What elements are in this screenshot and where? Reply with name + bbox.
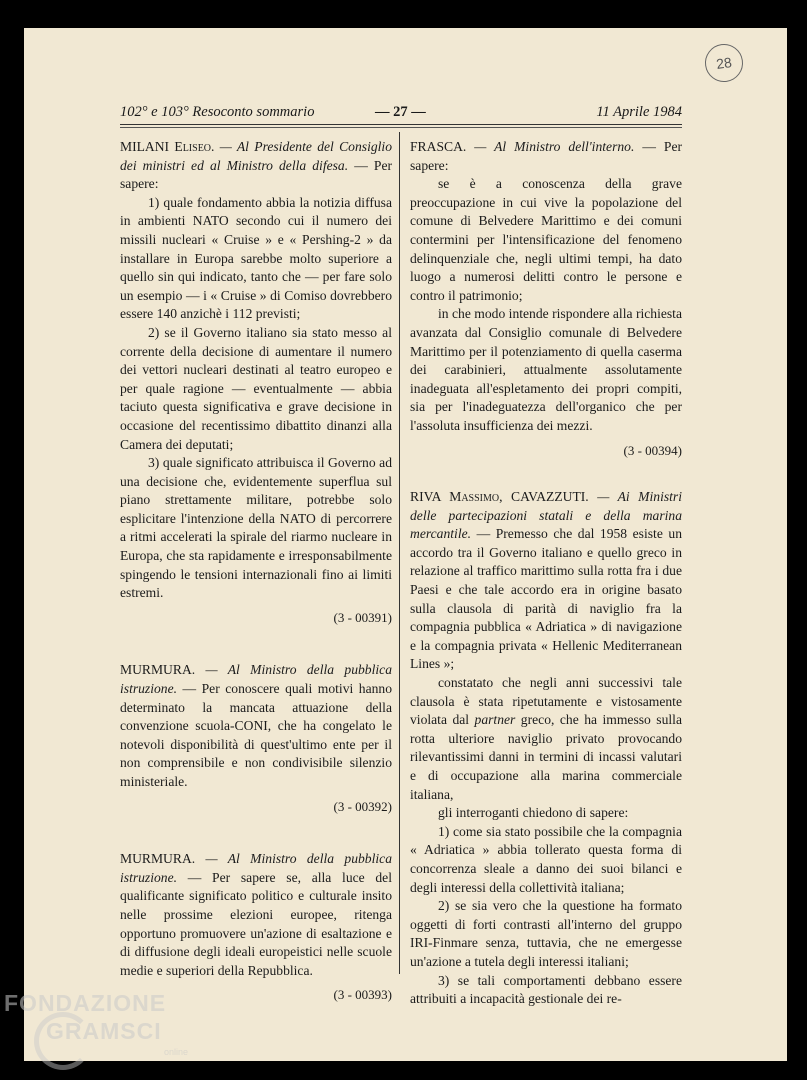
right-column bbox=[410, 138, 682, 1009]
question-heading bbox=[410, 138, 682, 175]
question-addressee: — Al Ministro della pubblica istruzione. bbox=[120, 662, 392, 697]
question-text: — Premesso che dal 1958 esiste un accordo tra il Governo italiano e quello greco in relazione al traffico marittimo sulla rotta fra i due Paesi e che tale accordo era in origine basato sulla clausola di parità di naviglio fra la compagnia pubblica « Adriatica » di navigazione e la compagnia privata « Hellenic Mediterranean Lines »; bbox=[410, 526, 682, 672]
question-00394 bbox=[410, 138, 682, 460]
page-stamp: 28 bbox=[703, 42, 746, 85]
question-addressee: — Ai Ministri delle partecipazioni statali e della marina mercantile. bbox=[410, 489, 682, 542]
question-paragraph: 2) se sia vero che la questione ha formato oggetti di forti contrasti all'interno del gruppo IRI-Finmare senza, tuttavia, che ne emergesse un'azione a tutela degli interessi italiani; bbox=[410, 898, 682, 969]
question-reference: (3 - 00393) bbox=[333, 987, 392, 1003]
question-body bbox=[120, 661, 392, 791]
watermark-line1: FONDAZIONE bbox=[4, 990, 167, 1016]
question-riva bbox=[410, 488, 682, 1009]
question-00392 bbox=[120, 661, 392, 816]
question-paragraph: 3) se tali comportamenti debbano essere attribuiti a incapacità gestionale dei re- bbox=[410, 972, 682, 1007]
question-text: — Per conoscere quali motivi hanno determinato la mancata attuazione della convenzione scuola-CONI, che ha congelato le notevoli disponibilità di quest'ultimo ente per il non comprensibile e non condivisibile silenzio ministeriale. bbox=[120, 681, 392, 789]
question-lead: — Per sapere: bbox=[120, 157, 393, 192]
watermark-line2: GRAMSCI bbox=[46, 1018, 162, 1044]
question-paragraph: 2) se il Governo italiano sia stato messo al corrente della decisione di aumentare il numero dei vettori nucleari destinati al teatro europeo e per quale ragione — eventualmente — abbia taciuto questa significativa e grave decisione in occasione del recentissimo dibattito dinanzi alla Camera dei deputati; bbox=[120, 324, 392, 452]
question-paragraph: gli interroganti chiedono di sapere: bbox=[438, 805, 629, 821]
question-body bbox=[120, 850, 392, 980]
question-paragraph: se è a conoscenza della grave preoccupazione in cui vive la popolazione del comune di Belvedere Marittimo e dei comuni contermini per l'intensificazione del fenomeno delinquenziale che, negli ultimi tempi, ha dato luogo a numerosi delitti contro le persone e contro il patrimonio; bbox=[410, 176, 682, 303]
header-date: 11 Aprile 1984 bbox=[596, 104, 682, 120]
question-heading bbox=[120, 138, 392, 194]
question-paragraph: constatato che negli anni successivi tale clausola è stata ripetutamente e vistosamente violata dal partner greco, che ha immesso sulla rotta ulteriore naviglio privato provocando rilevantissimi danni in termini di incassi valutari e di occupazione alla marina commerciale italiana, bbox=[410, 675, 682, 802]
question-paragraph: 1) come sia stato possibile che la compagnia « Adriatica » abbia tollerato questa forma di concorrenza sleale a danno dei suoi bilanci e degli interessi della collettività italiana; bbox=[410, 823, 682, 895]
header-rule-2 bbox=[120, 127, 682, 128]
question-paragraph: 3) quale significato attribuisca il Governo ad una decisione che, evidentemente superflua sul piano strettamente militare, potrebbe solo esplicitare l'intenzione della NATO di percorrere a ritmi accelerati la spirale del riarmo nucleare in Europa, che sta rapidamente e irresponsabilmente spingendo le tensioni internazionali fino ai limiti estremi. bbox=[120, 455, 392, 601]
question-paragraph: in che modo intende rispondere alla richiesta avanzata dal Consiglio comunale di Belvedere Marittimo per il potenziamento di quella caserma dei carabinieri, attualmente assolutamente inadeguata all'espletamento dei propri compiti, sia per l'inadeguatezza dell'organico che per l'assoluta insufficienza dei mezzi. bbox=[410, 306, 682, 433]
question-author: MILANI Eliseo. bbox=[120, 139, 215, 154]
header-rule bbox=[120, 124, 682, 125]
question-addressee: — Al Ministro della pubblica istruzione. bbox=[120, 851, 392, 885]
left-column bbox=[120, 138, 392, 1005]
page-number: — 27 — bbox=[375, 104, 426, 120]
watermark-line3: online bbox=[164, 1047, 189, 1057]
question-reference: (3 - 00392) bbox=[333, 798, 392, 814]
partner-word: partner bbox=[474, 712, 516, 728]
header-left: 102° e 103° Resoconto sommario bbox=[120, 104, 315, 120]
question-author: RIVA Massimo, CAVAZZUTI. bbox=[410, 489, 589, 505]
question-author: MURMURA. bbox=[120, 662, 196, 678]
column-divider bbox=[399, 132, 400, 974]
question-reference: (3 - 00391) bbox=[333, 609, 392, 625]
question-reference: (3 - 00394) bbox=[623, 442, 682, 458]
question-addressee: — Al Presidente del Consiglio dei ministri ed al Ministro della difesa. bbox=[120, 139, 392, 173]
question-lead: — Per sapere: bbox=[410, 139, 683, 173]
question-paragraph: 1) quale fondamento abbia la notizia diffusa in ambienti NATO secondo cui il numero dei missili nucleari « Cruise » e « Pershing-2 » da installare in Europa sarebbe molto superiore a quello sin qui indicato, tanto che — per fare solo un esempio — i « Cruise » di Comiso dovrebbero essere 140 anzichè i 112 previsti; bbox=[120, 194, 392, 322]
page-header bbox=[120, 104, 682, 124]
question-00391 bbox=[120, 138, 392, 627]
question-text: — Per sapere se, alla luce del qualificante significato politico e culturale insito nelle prossime elezioni europee, ritenga opportuno promuovere un'azione di esaltazione e di diffusione degli ideali europeistici nelle scuole medie e superiori della Repubblica. bbox=[120, 869, 392, 978]
question-00393 bbox=[120, 850, 392, 1005]
question-heading bbox=[410, 488, 682, 674]
watermark-logo bbox=[4, 990, 204, 1070]
question-author: MURMURA. bbox=[120, 851, 196, 867]
question-addressee: — Al Ministro dell'interno. bbox=[466, 139, 635, 154]
question-author: FRASCA. bbox=[410, 139, 467, 154]
